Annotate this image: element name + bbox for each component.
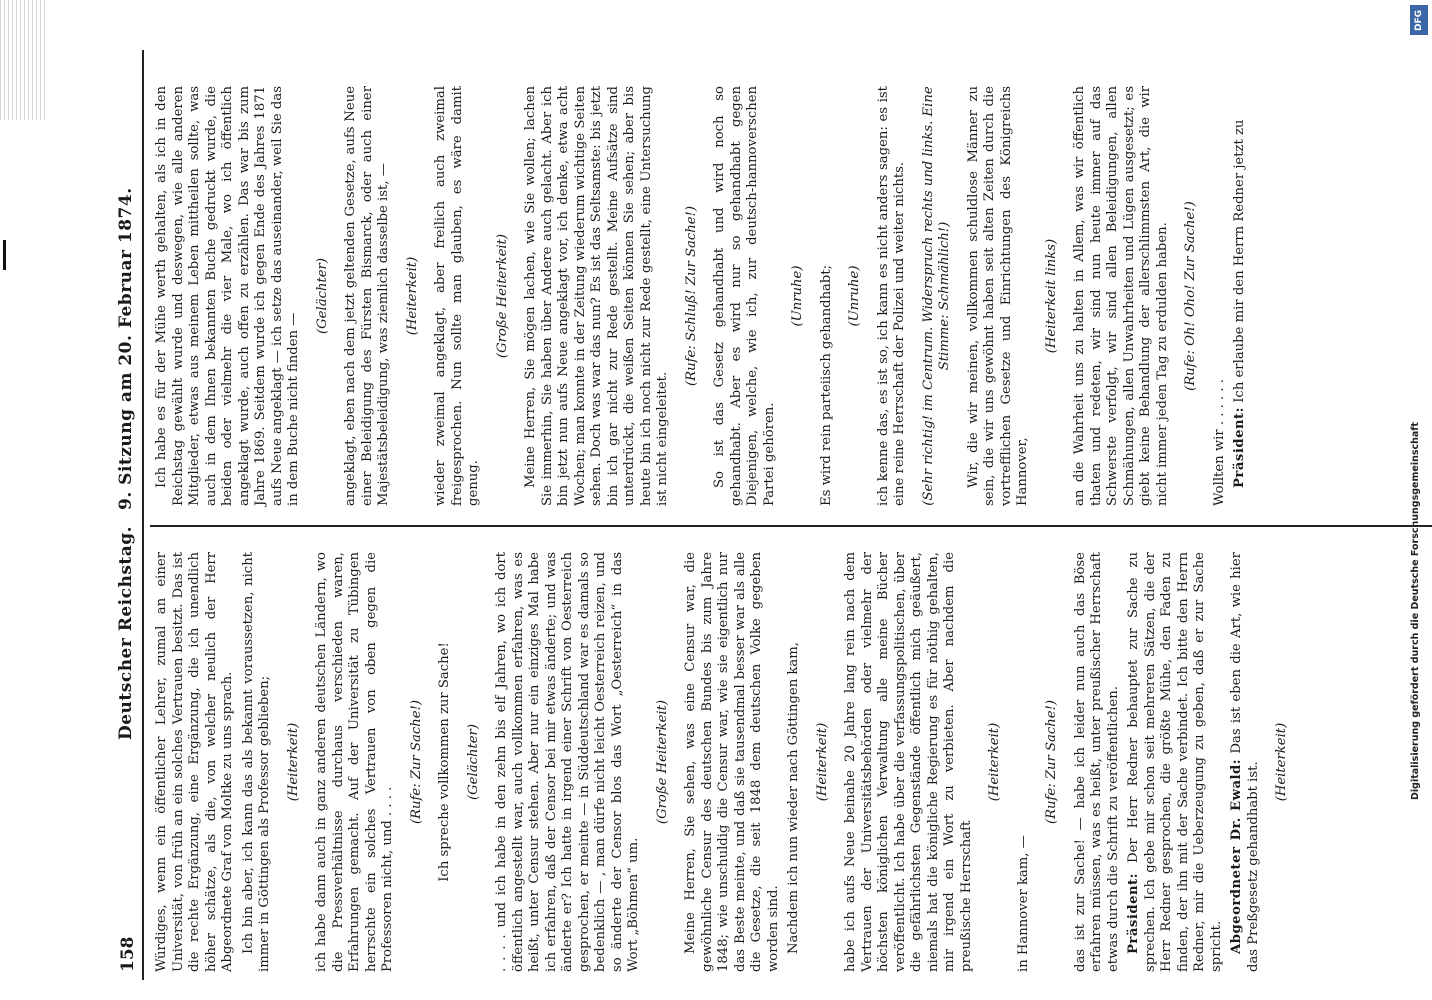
paragraph: Meine Herren, Sie sehen, was eine Censur war, die gewöhnliche Censur des deutschen Bundes bis zum Jahre 1848; wie unschuldig die Censur war, wie sie eigentlich nur das Beste meinte, und daß sie tausendmal besser war als alle die Gesetze, die seit 1848 dem deutschen Volke gegeben worden sind. [683,552,781,972]
speaker-text: Der Herr Redner behauptet zur Sache zu sprechen. Ich gebe mir schon seit mehreren Sätzen, die der Herr Redner gesprochen, die größte Mühe, den Faden zu finden, der ihn mit der Sache verbindet. Ich bitte den Herrn Redner, mir die Ueberzeugung zu geben, daß er zur Sache spricht. [1126,552,1224,972]
speaker-paragraph [1232,86,1249,506]
session-title: 9. Sitzung am 20. Februar 1874. [116,187,136,510]
interjection: (Große Heiterkeit) [494,233,510,359]
paragraph: Wir, die wir meinen, vollkommen schuldlose Männer zu sein, die wir uns gewöhnt haben seit alten Zeiten durch die vortrefflichen Gesetze und Einrichtungen des Königreichs Hannover, [965,86,1030,506]
paragraph: Würdiges, wenn ein öffentlicher Lehrer, zumal an einer Universität, von früh an ein solches Vertrauen besitzt. Das ist die rechte Ergänzung, eine Ergänzung, die ich unendlich höher schätze, als die, von welcher neulich der Herr Abgeordnete Graf von Moltke zu uns sprach. [154,552,235,972]
right-column [154,86,1253,506]
centered-paragraph: Ich spreche vollkommen zur Sache! [437,642,452,882]
publication-title: Deutscher Reichstag. [116,525,136,740]
interjection: (Gelächter) [465,724,481,800]
interjection: (Heiterkeit) [987,722,1002,802]
interjection: (Rufe: Schluß! Zur Sache!) [683,206,699,386]
paragraph: Ich bin aber, ich kann das als bekannt voraussetzen, nicht immer in Göttingen als Professor geblieben; [240,552,272,972]
scan-edge-noise [0,0,45,120]
page-number: 158 [118,936,138,972]
left-column [154,552,1303,972]
binding-mark [3,240,6,270]
speaker-paragraph [1126,552,1225,972]
interjection: (Heiterkeit) [285,722,301,802]
paragraph: Es wird rein parteiisch gehandhabt; [818,264,834,506]
interjection: (Unruhe) [847,265,862,327]
interjection: (Heiterkeit) [404,256,420,336]
paragraph: Meine Herren, Sie mögen lachen, wie Sie wollen; lachen Sie immerhin, Sie haben über Andere auch gelacht. Aber ich bin jetzt nun aufs Neue angeklagt vor, ich denke, etwa acht Wochen; man konnte in der Zeitung wiederum wichtige Seiten sehen. Doch was war das nun? Es ist das Seltsamste: bis jetzt bin ich gar nicht zur Rede gestellt. Meine Aufsätze sind unterdrückt, die weißen Seiten können Sie sehen; aber bis heute bin ich noch nicht zur Rede gestellt, eine Untersuchung ist nicht eingeleitet. [523,86,670,506]
speaker-text: Ich erlaube mir den Herrn Redner jetzt zu [1232,119,1247,403]
paragraph: So ist das Gesetz gehandhabt und wird noch so gehandhabt. Aber es wird nur so gehandhabt gegen Diejenigen, welche, wie ich, zur deutsch-hannoverschen Partei gehören. [712,86,777,506]
digitization-credit: Digitalisierung gefördert durch die Deutsche Forschungsgemeinschaft [1410,422,1421,800]
interjection: (Sehr richtig! im Centrum. Widerspruch rechts und links. Eine Stimme: Schmählich!) [920,86,952,506]
interjection: (Rufe: Zur Sache!) [1044,699,1059,825]
paragraph: in Hannover kam, — [1015,835,1031,972]
interjection: (Rufe: Oh! Oho! Zur Sache!) [1183,201,1198,391]
interjection: (Heiterkeit) [814,722,830,802]
interjection: (Heiterkeit) [1274,722,1289,802]
page-sheet [80,40,1432,990]
page-header [110,40,150,990]
paragraph: wieder zweimal angeklagt, aber freilich auch zweimal freigesprochen. Nun sollte man glauben, es wäre damit genug. [433,86,481,506]
interjection: (Gelächter) [314,258,330,334]
speaker-text: Das ist eben die Art, wie hier das Preßgesetz gehandhabt ist. [1229,552,1261,972]
speaker-name: Abgeordneter Dr. Ewald: [1229,758,1244,954]
paragraph: Wollten wir . . . . . . [1211,379,1227,506]
interjection: (Heiterkeit links) [1043,238,1059,354]
paragraph: an die Wahrheit uns zu halten in Allem, was wir öffentlich thaten und redeten, wir sind nun heute immer auf das Schwerste verfolgt, wir sind allen Beleidigungen, allen Schmähungen, allen Unwahrheiten und Lügen ausgesetzt; es giebt keine Behandlung der allerschlimmsten Art, die wir nicht immer jeden Tag zu erdulden haben. [1072,86,1170,506]
paragraph: angeklagt, eben nach dem jetzt geltenden Gesetze, aufs Neue einer Beleidigung des Fürsten Bismarck, oder auch einer Majestätsbeleidigung, was ziemlich dasselbe ist, — [343,86,391,506]
interjection: (Rufe: Zur Sache!) [408,699,424,825]
rotated-page-content [80,40,1432,990]
paragraph: das ist zur Sache! — habe ich leider nun auch das Böse erfahren müssen, was es heißt, unter preußischer Herrschaft etwas durch die Schrift zu veröffentlichen. [1072,552,1121,972]
paragraph: habe ich aufs Neue beinahe 20 Jahre lang rein nach dem Vertrauen der Universitätsbehörden oder vielmehr der höchsten königlichen Verwaltung alle meine Bücher veröffentlicht. Ich habe über die verfassungspolitischen, über die gefährlichsten Gegenstände öffentlich mich geäußert, niemals hat die königliche Regierung es für nöthig gehalten, mir irgend ein Wort zu verbieten. Aber nachdem die preußische Herrschaft [843,552,974,972]
paragraph: Nachdem ich nun wieder nach Göttingen kam, [786,642,801,954]
interjection: (Große Heiterkeit) [654,699,670,825]
dfg-logo-badge: DFG [1410,5,1428,35]
column-separator [150,525,1432,527]
paragraph: Ich habe es für der Mühe werth gehalten, als ich in den Reichstag gewählt wurde und deswegen, wie alle anderen Mitglieder, etwas aus meinem Leben mittheilen sollte, was auch in dem Ihnen bekannten Buche gedruckt wurde, die beiden oder vielmehr die vier Male, wo ich öffentlich angeklagt wurde, auch offen zu erzählen. Das war bis zum Jahre 1869. Seitdem wurde ich gegen Ende des Jahres 1871 aufs Neue angeklagt — ich setze das auseinander, weil Sie das in dem Buche nicht finden — [154,86,301,506]
speaker-name: Präsident: [1126,872,1141,954]
paragraph: ich kenne das, es ist so, ich kann es nicht anders sagen: es ist eine reine Herrschaft der Polizei und weiter nichts. [875,86,907,506]
header-rule [142,50,144,980]
paragraph: ich habe dann auch in ganz anderen deutschen Ländern, wo die Pressverhältnisse durchaus verschieden waren, Erfahrungen gemacht. Auf der Universität zu Tübingen herrschte ein solches Vertrauen von oben gegen die Professoren nicht, und . . . . [314,552,395,972]
paragraph: . . . . und ich habe in den zehn bis elf Jahren, wo ich dort öffentlich angestellt war, auch vollkommen erfahren, was es heißt, unter Censur stehen. Aber nur ein einziges Mal habe ich erfahren, daß der Censor bei mir etwas änderte; und was änderte er? Ich hatte in irgend einer Schrift von Oesterreich gesprochen, er meinte — in Süddeutschland war es damals so bedenklich — , man dürfe nicht leicht Oesterreich reizen, und so änderte der Censor blos das Wort „Oesterreich“ in das Wort „Böhmen“ um. [494,552,641,972]
speaker-paragraph [1229,552,1262,972]
interjection: (Unruhe) [790,265,805,327]
speaker-name: Präsident: [1232,406,1247,488]
